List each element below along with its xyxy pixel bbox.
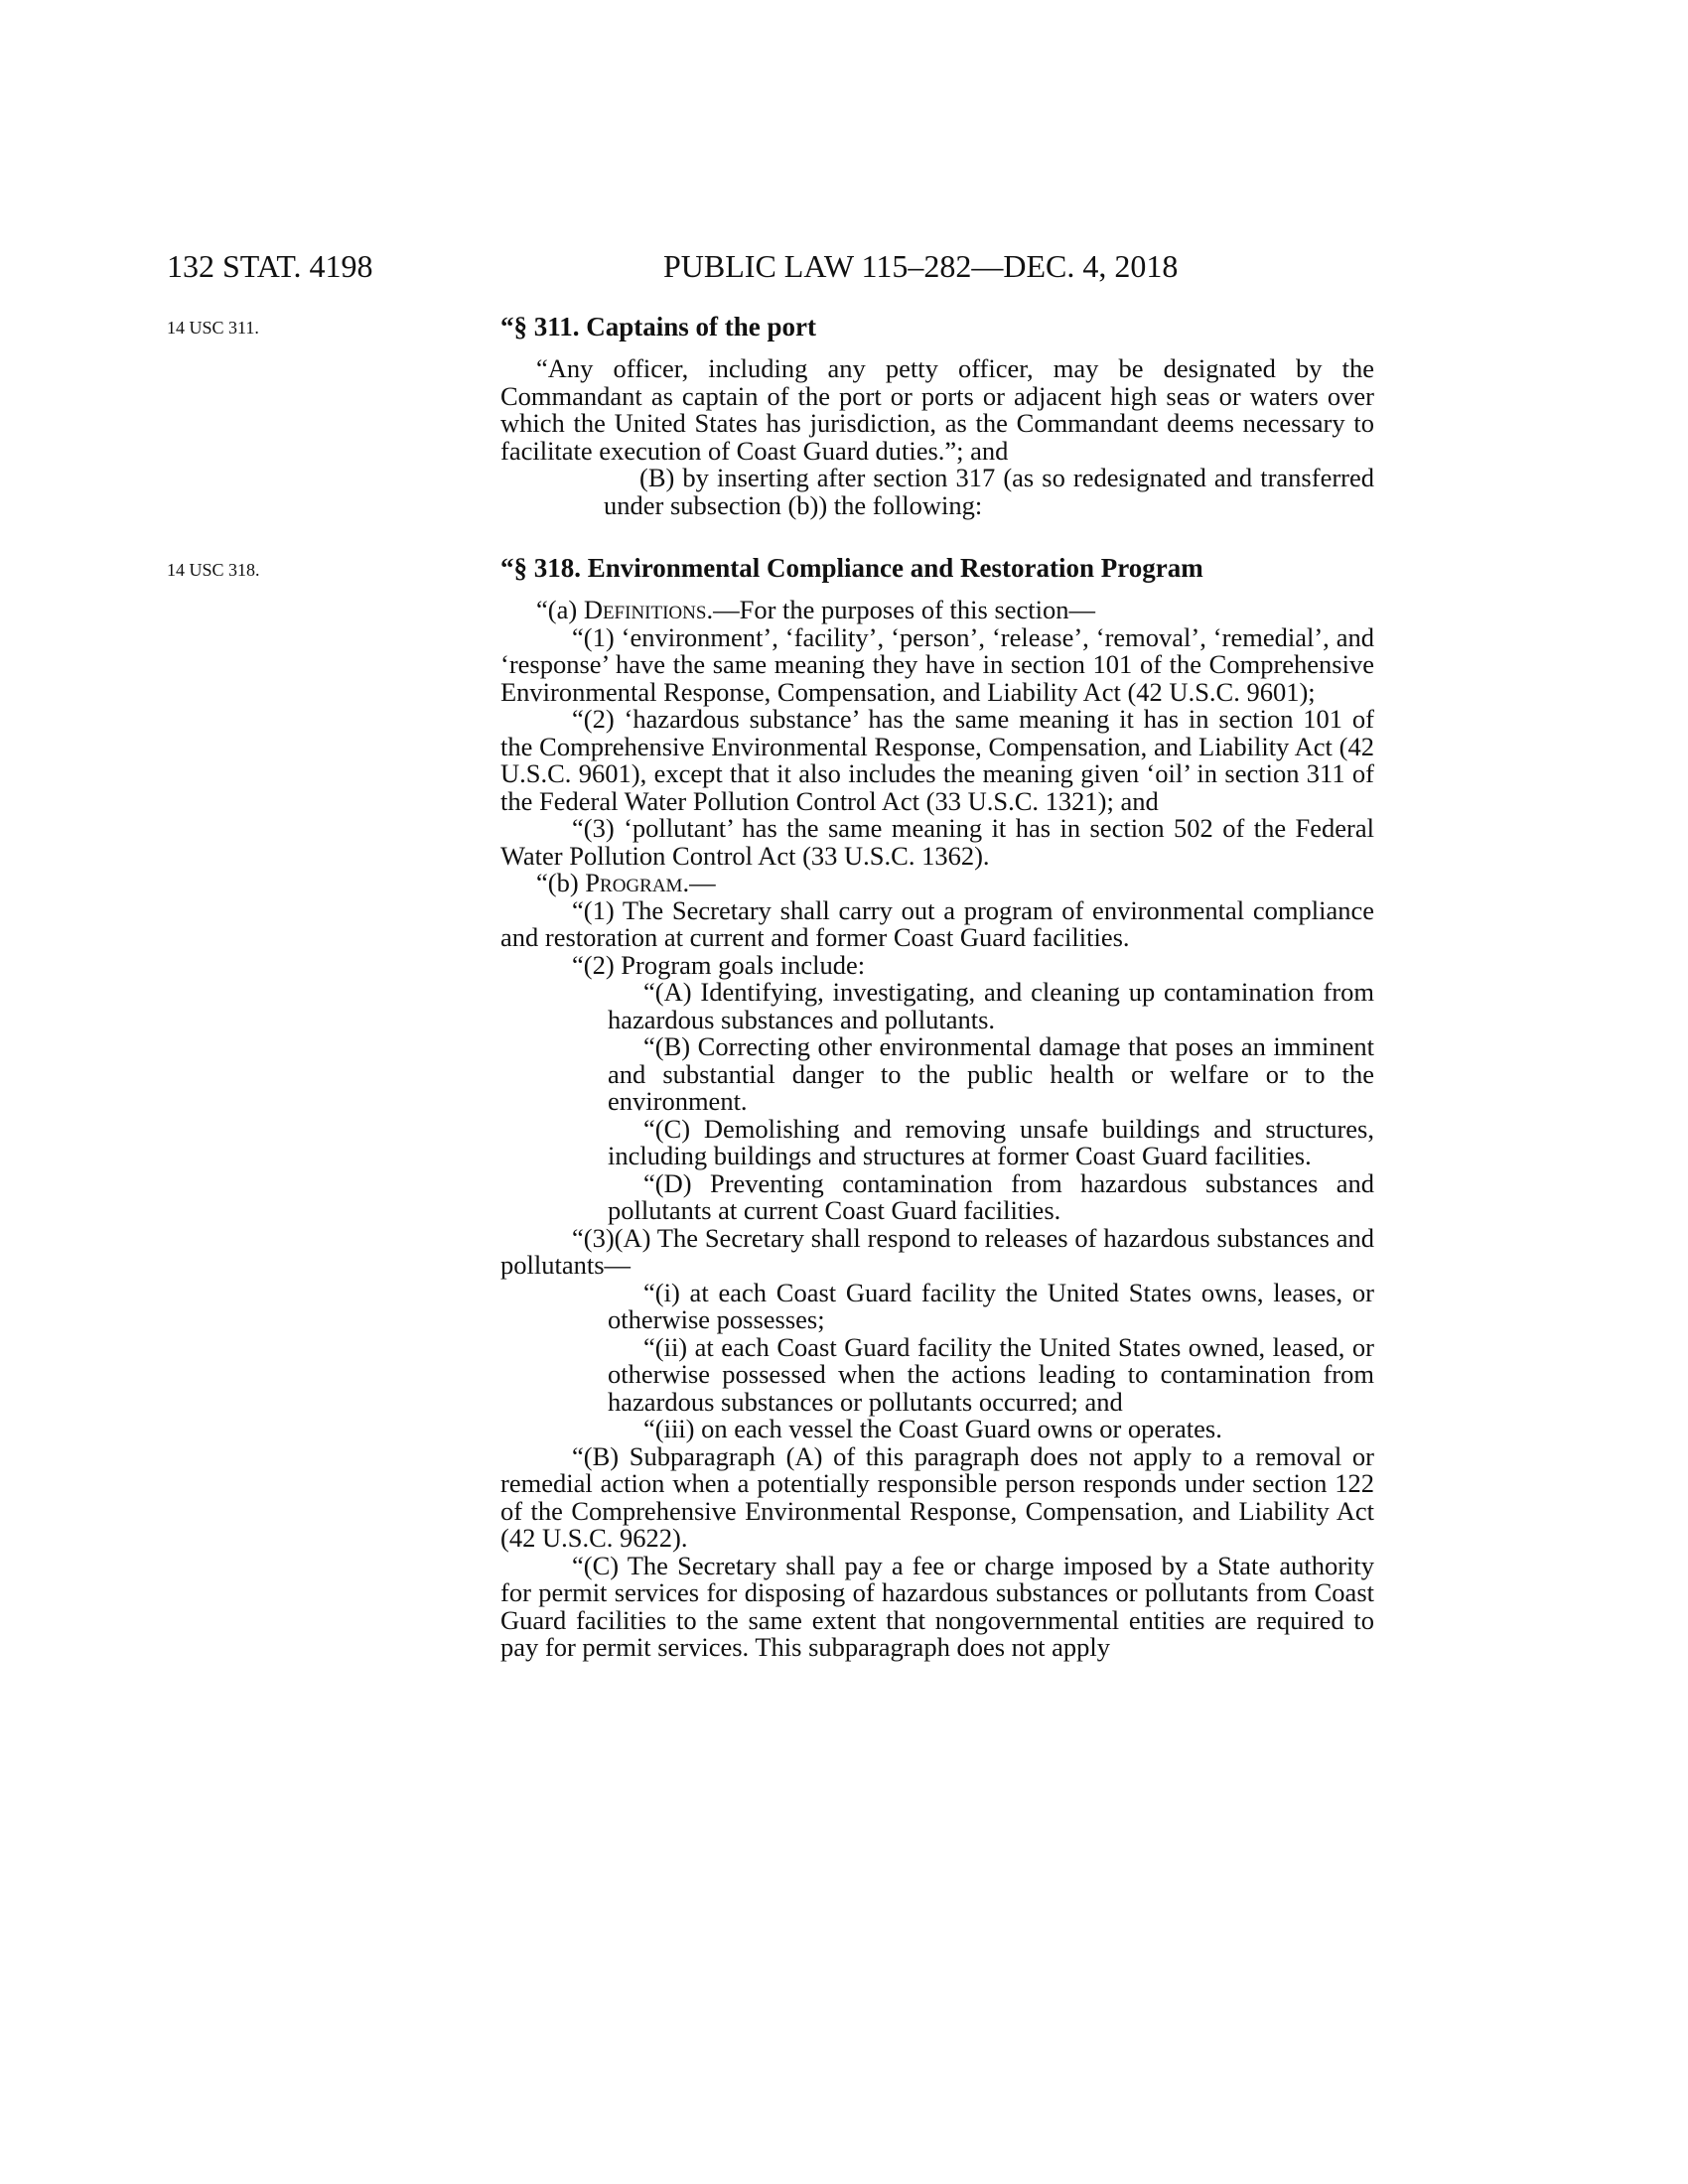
subsection-b-heading <box>500 870 1374 897</box>
paragraph-a3: “(3) ‘pollutant’ has the same meaning it has in section 502 of the Federal Water Pollution Control Act (33 U.S.C. 1362). <box>500 813 1374 871</box>
clause-b3-a-ii: “(ii) at each Coast Guard facility the United States owned, leased, or otherwise possessed when the actions leading to contamination from hazardous substances or pollutants occurred; and <box>608 1331 1374 1417</box>
margin-note-usc-318: 14 USC 318. <box>167 560 260 580</box>
subsection-a-heading <box>500 597 1374 624</box>
paragraph-a2: “(2) ‘hazardous substance’ has the same meaning it has in section 101 of the Comprehensive Environmental Response, Compensation, and Liability Act (42 U.S.C. 9601), except that it also includes the meaning given ‘oil’ in section 311 of the Federal Water Pollution Control Act (33 U.S.C. 1321); and <box>500 704 1374 816</box>
section-318-body <box>500 597 1374 1662</box>
paragraph-b1: “(1) The Secretary shall carry out a program of environmental compliance and restoration at current and former Coast Guard facilities. <box>500 894 1374 952</box>
section-318-heading: “§ 318. Environmental Compliance and Restoration Program <box>500 553 1203 583</box>
margin-note-usc-311: 14 USC 311. <box>167 318 259 338</box>
subparagraph-b2-c: “(C) Demolishing and removing unsafe buildings and structures, including buildings and structures at former Coast Guard facilities. <box>608 1113 1374 1170</box>
subsection-b-label: Program <box>585 868 683 897</box>
clause-b3-a-iii: “(iii) on each vessel the Coast Guard owns or operates. <box>643 1414 1222 1443</box>
statute-citation: 132 STAT. 4198 <box>167 248 373 284</box>
section-311-text: “Any officer, including any petty officer, may be designated by the Commandant as captain of the port or ports or adjacent high seas or waters over which the United States has jurisdiction, as the Commandant deems necessary to facilitate execution of Coast Guard duties.”; and <box>500 353 1374 466</box>
paragraph-a1: “(1) ‘environment’, ‘facility’, ‘person’, ‘release’, ‘removal’, ‘remedial’, and ‘response’ have the same meaning they have in section 101 of the Comprehensive Environmental Response, Compensation, and Liability Act (42 U.S.C. 9601); <box>500 621 1374 707</box>
subparagraph-b3-c: “(C) The Secretary shall pay a fee or charge imposed by a State authority for permit services for disposing of hazardous substances or pollutants from Coast Guard facilities to the same extent that nongovernmental entities are required to pay for permit services. This subparagraph does not apply <box>500 1550 1374 1662</box>
paragraph-b2: “(2) Program goals include: <box>572 949 866 980</box>
section-311-body <box>500 355 1374 519</box>
subparagraph-b2-b: “(B) Correcting other environmental damage that poses an imminent and substantial danger to the public health or welfare or to the environment. <box>608 1031 1374 1116</box>
subparagraph-b2-a: “(A) Identifying, investigating, and cleaning up contamination from hazardous substances and pollutants. <box>608 977 1374 1034</box>
public-law-citation: PUBLIC LAW 115–282—DEC. 4, 2018 <box>663 248 1179 284</box>
clause-b3-a-i: “(i) at each Coast Guard facility the United States owns, leases, or otherwise possesses; <box>608 1277 1374 1334</box>
subsection-a-rest: .—For the purposes of this section— <box>706 595 1096 624</box>
subparagraph-b3-b: “(B) Subparagraph (A) of this paragraph does not apply to a removal or remedial action when a potentially responsible person responds under section 122 of the Comprehensive Environmental Response, Compensation, and Liability Act (42 U.S.C. 9622). <box>500 1440 1374 1553</box>
subsection-b-rest: .— <box>682 868 716 897</box>
section-311-heading: “§ 311. Captains of the port <box>500 312 817 341</box>
paragraph-b3-a: “(3)(A) The Secretary shall respond to releases of hazardous substances and pollutants— <box>500 1222 1374 1280</box>
insert-clause-b: (B) by inserting after section 317 (as so redesignated and transferred under subsection (b)) the following: <box>604 463 1374 520</box>
subsection-b-lead: “(b) <box>536 868 586 897</box>
subsection-a-label: Definitions <box>583 595 707 624</box>
subparagraph-b2-d: “(D) Preventing contamination from hazardous substances and pollutants at current Coast Guard facilities. <box>608 1167 1374 1225</box>
subsection-a-lead: “(a) <box>536 595 584 624</box>
